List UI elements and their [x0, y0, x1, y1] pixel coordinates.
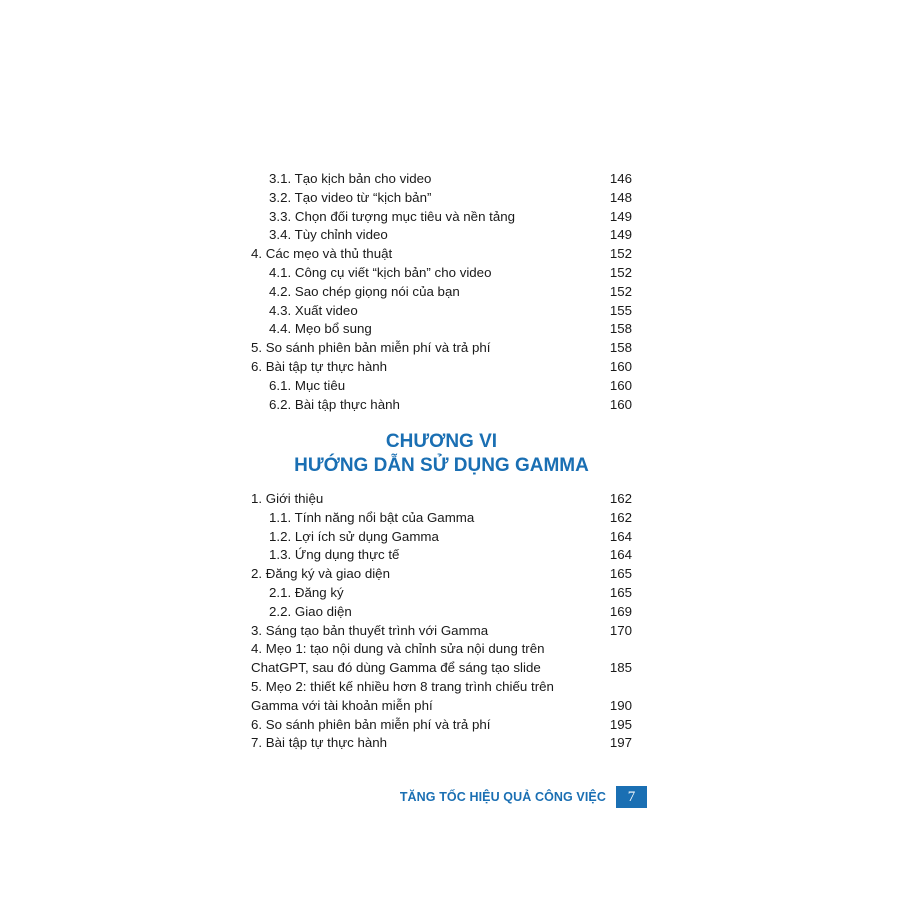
toc-entry[interactable] — [251, 565, 632, 584]
toc-entry-page: 155 — [609, 302, 632, 318]
toc-entry[interactable] — [251, 358, 632, 377]
toc-entry-label: 2. Đăng ký và giao diện — [251, 566, 390, 582]
toc-entry-continuation[interactable] — [251, 659, 632, 678]
toc-entry-page: 158 — [609, 321, 632, 337]
toc-entry-label: 4.4. Mẹo bổ sung — [269, 321, 372, 337]
toc-entry-label: 5. Mẹo 2: thiết kế nhiều hơn 8 trang trình chiếu trên — [251, 678, 554, 694]
toc-entry-page: 160 — [609, 358, 632, 374]
toc-entry-label: 4.3. Xuất video — [269, 302, 358, 318]
toc-entry[interactable] — [251, 509, 632, 528]
toc-entry-page: 169 — [609, 603, 632, 619]
toc-entry-page: 164 — [609, 547, 632, 563]
toc-entry-label: 3.3. Chọn đối tượng mục tiêu và nền tảng — [269, 208, 516, 224]
toc-section-bottom — [251, 490, 632, 753]
toc-entry-page: 165 — [609, 584, 632, 600]
toc-entry-label: 1.3. Ứng dụng thực tế — [269, 547, 400, 563]
toc-entry[interactable] — [251, 716, 632, 735]
toc-entry-label: 6.1. Mục tiêu — [269, 377, 346, 393]
toc-entry-page: 149 — [609, 208, 632, 224]
toc-entry-label: 6. So sánh phiên bản miễn phí và trả phí — [251, 716, 491, 732]
toc-entry-label: 1. Giới thiệu — [251, 491, 324, 506]
footer-page-number: 7 — [616, 786, 647, 808]
toc-entry-page: 160 — [609, 396, 632, 412]
toc-entry-page: 185 — [609, 660, 632, 676]
toc-entry-page: 149 — [609, 227, 632, 243]
toc-entry-label: 3.2. Tạo video từ “kịch bản” — [269, 189, 432, 205]
footer-book-title: TĂNG TỐC HIỆU QUẢ CÔNG VIỆC — [399, 790, 606, 804]
toc-entry[interactable] — [251, 283, 632, 302]
toc-entry-label: 2.1. Đăng ký — [269, 584, 344, 600]
toc-entry-page: 190 — [609, 697, 632, 713]
toc-entry-label: 6.2. Bài tập thực hành — [269, 396, 400, 412]
toc-entry-label: 4. Các mẹo và thủ thuật — [251, 246, 393, 262]
toc-entry-continuation[interactable] — [251, 697, 632, 716]
toc-entry[interactable] — [251, 189, 632, 208]
toc-entry[interactable] — [251, 396, 632, 415]
toc-entry[interactable] — [251, 734, 632, 753]
toc-entry-label: 1.1. Tính năng nổi bật của Gamma — [269, 509, 475, 525]
chapter-number: CHƯƠNG VI — [385, 431, 498, 452]
toc-entry-page: 152 — [609, 264, 632, 280]
toc-entry-label: 3. Sáng tạo bản thuyết trình với Gamma — [251, 622, 489, 638]
toc-entry-label: 4. Mẹo 1: tạo nội dung và chỉnh sửa nội dung trên — [251, 641, 545, 657]
toc-entry-label: Gamma với tài khoản miễn phí — [251, 697, 433, 713]
toc-entry-label: 5. So sánh phiên bản miễn phí và trả phí — [251, 340, 491, 356]
toc-entry[interactable] — [251, 320, 632, 339]
toc-entry-page: 158 — [609, 340, 632, 356]
toc-entry-page: 160 — [609, 377, 632, 393]
toc-entry-label: 2.2. Giao diện — [269, 603, 352, 619]
toc-entry-label: 1.2. Lợi ích sử dụng Gamma — [269, 528, 439, 544]
toc-entry-page: 152 — [609, 283, 632, 299]
toc-entry-page: 164 — [609, 528, 632, 544]
toc-entry-page: 162 — [609, 509, 632, 525]
toc-entry-page: 152 — [609, 246, 632, 262]
toc-entry-page: 162 — [609, 491, 632, 506]
toc-entry[interactable] — [251, 339, 632, 358]
toc-entry[interactable] — [251, 622, 632, 641]
toc-entry[interactable] — [251, 678, 632, 697]
toc-entry-label: 4.1. Công cụ viết “kịch bản” cho video — [269, 264, 492, 280]
toc-entry[interactable] — [251, 264, 632, 283]
chapter-heading — [251, 430, 632, 478]
toc-entry[interactable] — [251, 490, 632, 509]
toc-entry-label: 4.2. Sao chép giọng nói của bạn — [269, 283, 460, 299]
toc-entry-label: 6. Bài tập tự thực hành — [251, 358, 388, 374]
toc-entry-label: 3.4. Tùy chỉnh video — [269, 227, 388, 243]
toc-entry[interactable] — [251, 208, 632, 227]
toc-entry[interactable] — [251, 640, 632, 659]
toc-entry-page: 165 — [609, 566, 632, 582]
toc-entry[interactable] — [251, 377, 632, 396]
toc-entry[interactable] — [251, 170, 632, 189]
toc-section-top — [251, 170, 632, 414]
toc-entry-page: 146 — [609, 171, 632, 186]
toc-entry-page: 170 — [609, 622, 632, 638]
toc-entry[interactable] — [251, 302, 632, 321]
toc-entry[interactable] — [251, 546, 632, 565]
toc-entry[interactable] — [251, 245, 632, 264]
toc-entry-page: 195 — [609, 716, 632, 732]
toc-entry[interactable] — [251, 603, 632, 622]
toc-entry-label: 7. Bài tập tự thực hành — [251, 735, 388, 751]
toc-entry-page: 197 — [609, 735, 632, 751]
page-footer — [380, 786, 647, 808]
chapter-title: HƯỚNG DẪN SỬ DỤNG GAMMA — [294, 455, 589, 476]
toc-entry-label: ChatGPT, sau đó dùng Gamma để sáng tạo slide — [251, 660, 541, 676]
toc-entry[interactable] — [251, 226, 632, 245]
toc-entry[interactable] — [251, 528, 632, 547]
toc-entry-page: 148 — [609, 189, 632, 205]
toc-entry-label: 3.1. Tạo kịch bản cho video — [269, 171, 432, 186]
toc-entry[interactable] — [251, 584, 632, 603]
